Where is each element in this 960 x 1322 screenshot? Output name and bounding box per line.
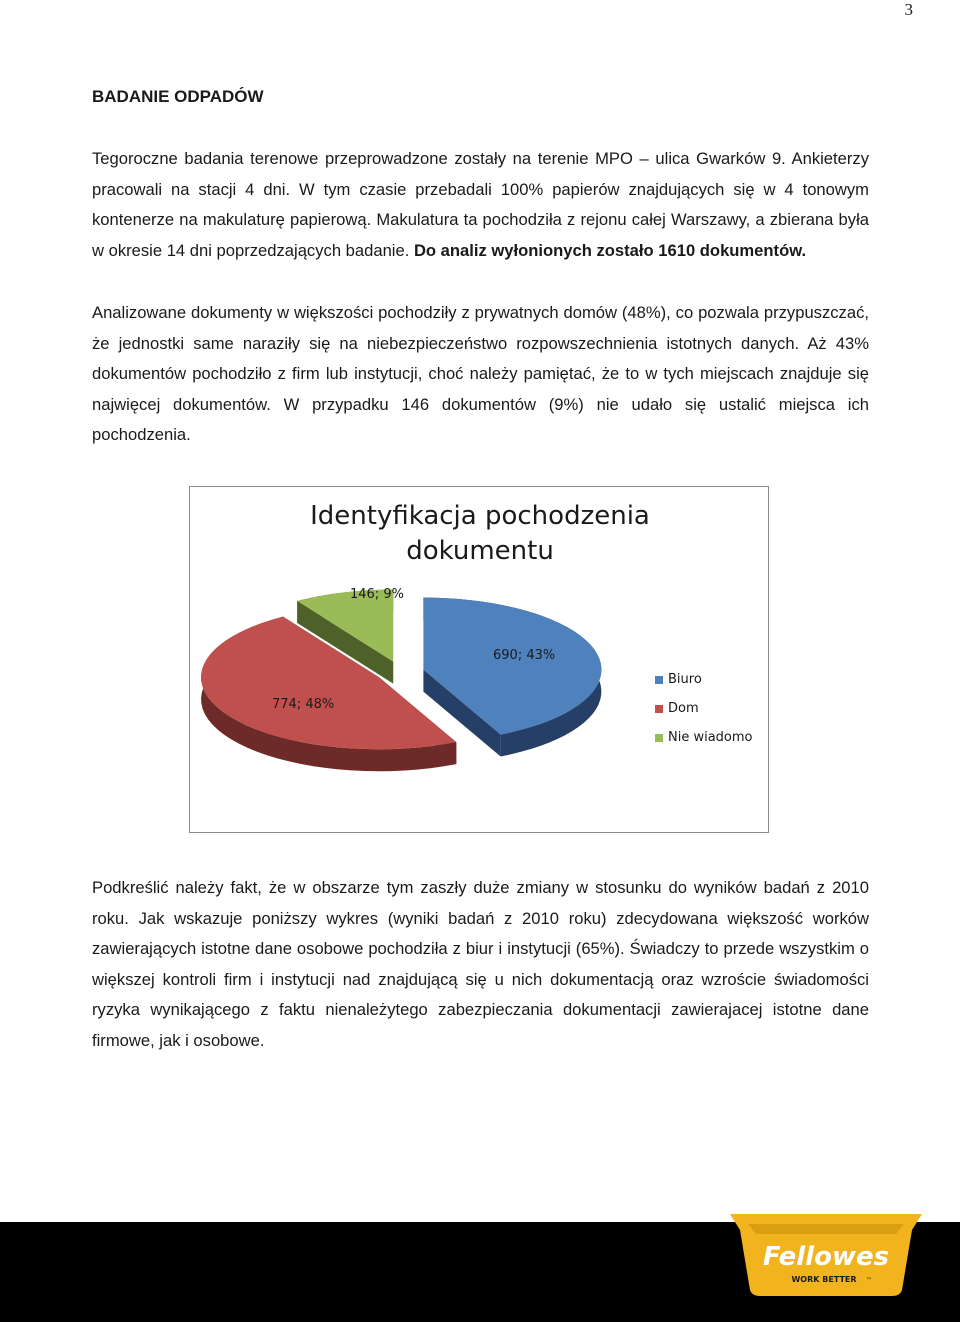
chart-title-line1: Identyfikacja pochodzenia	[310, 501, 650, 531]
paragraph-intro-bold: Do analiz wyłonionych zostało 1610 dokumentów.	[413, 240, 807, 260]
logo-brand-text: Fellowes	[762, 1242, 890, 1272]
legend-label-biuro: Biuro	[668, 672, 702, 687]
paragraph-intro	[92, 144, 869, 266]
legend-label-nie-wiadomo: Nie wiadomo	[668, 730, 753, 745]
pie-chart	[189, 486, 769, 833]
legend-item-biuro	[655, 665, 753, 694]
legend-item-dom	[655, 694, 753, 723]
legend-item-nie-wiadomo	[655, 723, 753, 752]
paragraph-intro-text: Tegoroczne badania terenowe przeprowadzone zostały na terenie MPO – ulica Gwarków 9. Ankieterzy pracowali na stacji 4 dni. W tym czasie przebadali 100% papierów znajdujących się w 4 tonowym kontenerze na makulaturę papierową. Makulatura ta pochodziła z rejonu całej Warszawy, a zbierana była w okresie 14 dni poprzedzających badanie.	[92, 149, 869, 260]
data-label-biuro: 690; 43%	[493, 648, 556, 663]
chart-title	[290, 499, 670, 569]
page-number: 3	[904, 0, 913, 19]
data-label-dom: 774; 48%	[272, 697, 335, 712]
section-heading: BADANIE ODPADÓW	[92, 87, 264, 106]
legend-label-dom: Dom	[668, 701, 699, 716]
legend-swatch-nie-wiadomo	[655, 734, 663, 742]
legend-swatch-biuro	[655, 676, 663, 684]
chart-legend	[655, 665, 753, 752]
logo-trademark: ™	[866, 1277, 872, 1284]
paragraph-analysis: Analizowane dokumenty w większości pochodziły z prywatnych domów (48%), co pozwala przypuszczać, że jednostki same naraziły się na niebezpieczeństwo rozpowszechnienia istotnych danych. Aż 43% dokumentów pochodziło z firm lub instytucji, choć należy pamiętać, że to w tych miejscach znajduje się najwięcej dokumentów. W przypadku 146 dokumentów (9%) nie udało się ustalić miejsca ich pochodzenia.	[92, 303, 869, 445]
paragraph-comparison: Podkreślić należy fakt, że w obszarze tym zaszły duże zmiany w stosunku do wyników badań z 2010 roku. Jak wskazuje poniższy wykres (wyniki badań z 2010 roku) zdecydowana większość worków zawierających istotne dane osobowe pochodziła z biur i instytucji (65%). Świadczy to przede wszystkim o większej kontroli firm i instytucji nad znajdującą się u nich dokumentacją oraz wzroście świadomości ryzyka wynikającego z faktu nienależytego zabezpieczania dokumentacji zawierajacej istotne dane firmowe, jak i osobowe.	[92, 878, 869, 1050]
legend-swatch-dom	[655, 705, 663, 713]
chart-title-line2: dokumentu	[406, 536, 554, 566]
data-label-nie-wiadomo: 146; 9%	[350, 587, 404, 602]
fellowes-logo	[726, 1210, 926, 1310]
pie-slice-biuro	[423, 598, 601, 757]
logo-tagline-text: WORK BETTER	[791, 1275, 857, 1284]
